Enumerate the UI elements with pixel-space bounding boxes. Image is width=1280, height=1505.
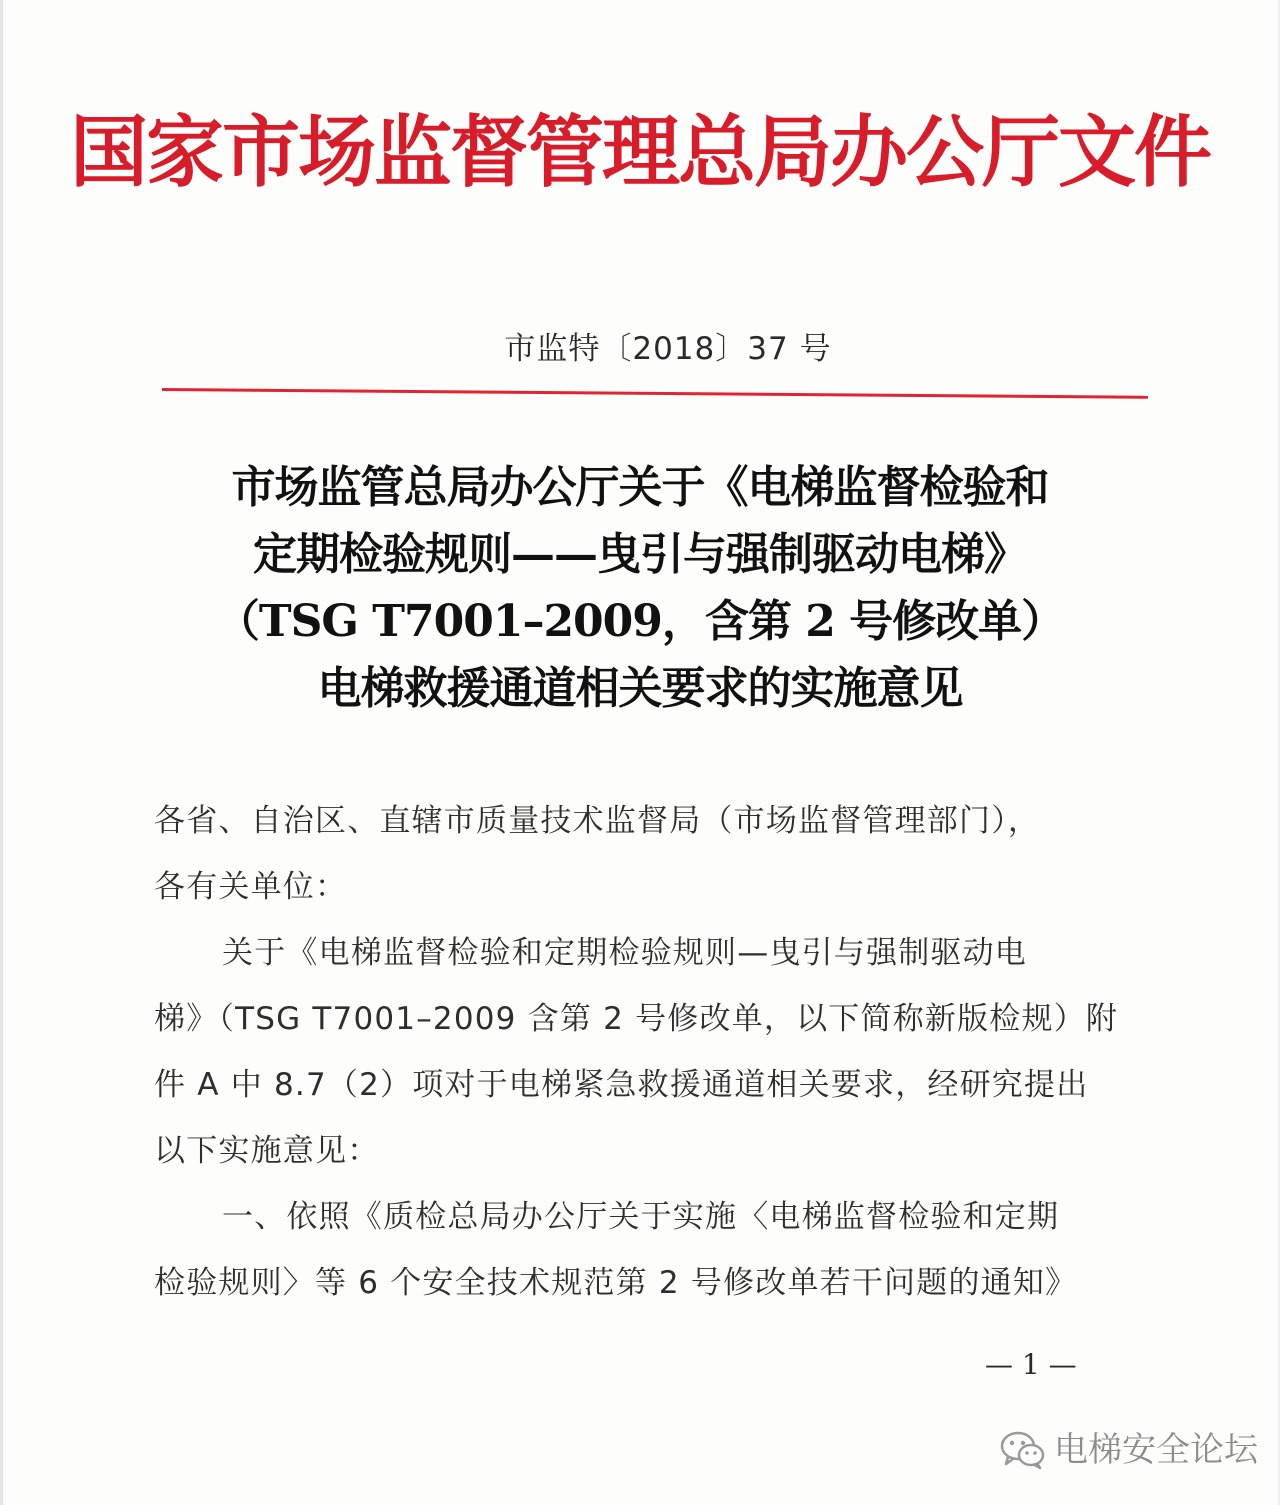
- document-number: 市监特〔2018〕37 号: [504, 331, 832, 367]
- addressee-line: 各省、自治区、直辖市质量技术监督局（市场监督管理部门），: [154, 803, 1041, 839]
- paragraph-line: 件 A 中 8.7（2）项对于电梯紧急救援通道相关要求，经研究提出: [154, 1067, 1089, 1103]
- document-body: [154, 788, 1144, 1316]
- title-line: 定期检验规则——曳引与强制驱动电梯》: [253, 529, 1027, 580]
- watermark-text: 电梯安全论坛: [1054, 1430, 1258, 1470]
- title-line: 市场监管总局办公厅关于《电梯监督检验和: [231, 462, 1049, 513]
- title-line: 电梯救援通道相关要求的实施意见: [317, 663, 963, 714]
- paragraph-line: 以下实施意见：: [154, 1133, 380, 1169]
- paragraph-line: 梯》（TSG T7001–2009 含第 2 号修改单，以下简称新版检规）附: [154, 1001, 1119, 1037]
- title-line: （TSG T7001–2009，含第 2 号修改单）: [215, 596, 1065, 647]
- paragraph-line: 检验规则〉等 6 个安全技术规范第 2 号修改单若干问题的通知》: [154, 1265, 1078, 1301]
- watermark: [1000, 1428, 1258, 1472]
- page-number: — 1 —: [985, 1348, 1077, 1381]
- wechat-icon: [1000, 1430, 1046, 1470]
- document-title: [120, 454, 1160, 722]
- red-divider-line: [162, 388, 1148, 399]
- paragraph-line: 关于《电梯监督检验和定期检验规则—曳引与强制驱动电: [222, 935, 1027, 971]
- issuer-header: 国家市场监督管理总局办公厅文件: [69, 107, 1210, 198]
- paragraph-line: 一、依照《质检总局办公厅关于实施〈电梯监督检验和定期: [222, 1199, 1060, 1235]
- addressee-line: 各有关单位：: [154, 869, 348, 905]
